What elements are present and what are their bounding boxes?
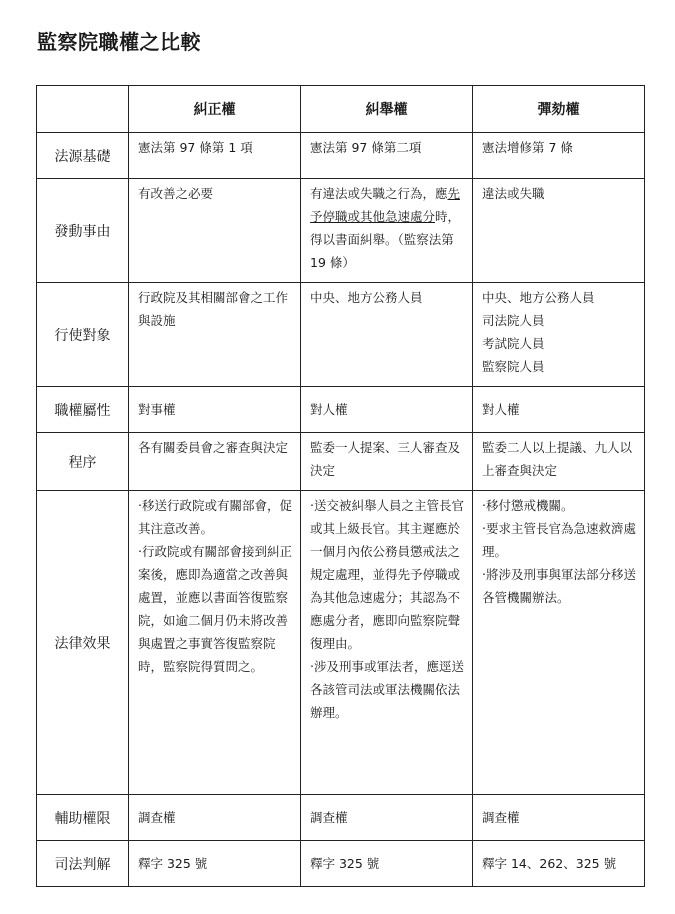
table-cell: [129, 491, 301, 795]
list-item: 司法院人員: [482, 313, 545, 328]
table-cell: 對人權: [473, 387, 645, 433]
row-label-legal-basis: 法源基礎: [37, 133, 129, 179]
row-label-procedure: 程序: [37, 433, 129, 491]
table-cell: 憲法第 97 條第 1 項: [129, 133, 301, 179]
table-cell: 調查權: [301, 795, 473, 841]
table-row: [37, 795, 645, 841]
page-title: 監察院職權之比較: [37, 30, 201, 54]
cell-text: 有違法或失職之行為，應: [310, 186, 448, 201]
table-cell: 釋字 325 號: [301, 841, 473, 887]
table-row: [37, 179, 645, 283]
list-item: 考試院人員: [482, 336, 545, 351]
bullet-item: ‧移送行政院或有關部會，促其注意改善。: [138, 498, 292, 536]
table-cell: 釋字 14、262、325 號: [473, 841, 645, 887]
table-row: [37, 841, 645, 887]
bullet-item: ‧要求主管長官為急速救濟處理。: [482, 521, 636, 559]
table-cell: 對人權: [301, 387, 473, 433]
table-row: [37, 387, 645, 433]
table-row: [37, 283, 645, 387]
table-row: [37, 433, 645, 491]
underlined-text: 先予停職或其他急速處分: [310, 186, 461, 224]
column-header-correction: 糾正權: [129, 86, 301, 133]
table-cell: 釋字 325 號: [129, 841, 301, 887]
table-row: [37, 133, 645, 179]
table-cell: [301, 491, 473, 795]
table-row: [37, 491, 645, 795]
row-label-auxiliary: 輔助權限: [37, 795, 129, 841]
table-cell: 憲法第 97 條第二項: [301, 133, 473, 179]
header-empty-cell: [37, 86, 129, 133]
row-label-nature: 職權屬性: [37, 387, 129, 433]
bullet-item: ‧移付懲戒機關。: [482, 498, 574, 513]
column-header-censure: 糾舉權: [301, 86, 473, 133]
table-cell: 各有關委員會之審查與決定: [129, 433, 301, 491]
table-cell: 違法或失職: [473, 179, 645, 283]
comparison-table: [36, 85, 645, 887]
row-label-cause: 發動事由: [37, 179, 129, 283]
table-cell: 中央、地方公務人員: [301, 283, 473, 387]
cell-text: 時，得以書面糾舉。（監察法第 19 條）: [310, 209, 461, 270]
bullet-item: ‧送交被糾舉人員之主管長官或其上級長官。其主遲應於一個月內依公務員懲戒法之規定處理，並得先予停職或為其他急速處分；其認為不應處分者，應即向監察院聲復理由。: [310, 498, 464, 651]
bullet-item: ‧行政院或有關部會接到糾正案後，應即為適當之改善與處置，並應以書面答復監察院，如逾二個月仍未將改善與處置之事實答復監察院時，監察院得質問之。: [138, 544, 292, 674]
table-cell: 對事權: [129, 387, 301, 433]
table-cell: 有改善之必要: [129, 179, 301, 283]
list-item: 中央、地方公務人員: [482, 290, 595, 305]
bullet-item: ‧涉及刑事或軍法者，應逕送各該管司法或軍法機關依法辦理。: [310, 659, 464, 720]
column-header-impeachment: 彈劾權: [473, 86, 645, 133]
table-cell: 憲法增修第 7 條: [473, 133, 645, 179]
list-item: 監察院人員: [482, 359, 545, 374]
table-cell: 行政院及其相關部會之工作與設施: [129, 283, 301, 387]
table-cell: [301, 179, 473, 283]
row-label-legal-effect: 法律效果: [37, 491, 129, 795]
table-cell: [473, 491, 645, 795]
table-cell: 監委二人以上提議、九人以上審查與決定: [473, 433, 645, 491]
row-label-interpretation: 司法判解: [37, 841, 129, 887]
row-label-target: 行使對象: [37, 283, 129, 387]
table-cell: 調查權: [473, 795, 645, 841]
table-cell: [473, 283, 645, 387]
table-header-row: [37, 86, 645, 133]
bullet-item: ‧將涉及刑事與軍法部分移送各管機關辦法。: [482, 567, 636, 605]
table-cell: 監委一人提案、三人審查及決定: [301, 433, 473, 491]
table-cell: 調查權: [129, 795, 301, 841]
